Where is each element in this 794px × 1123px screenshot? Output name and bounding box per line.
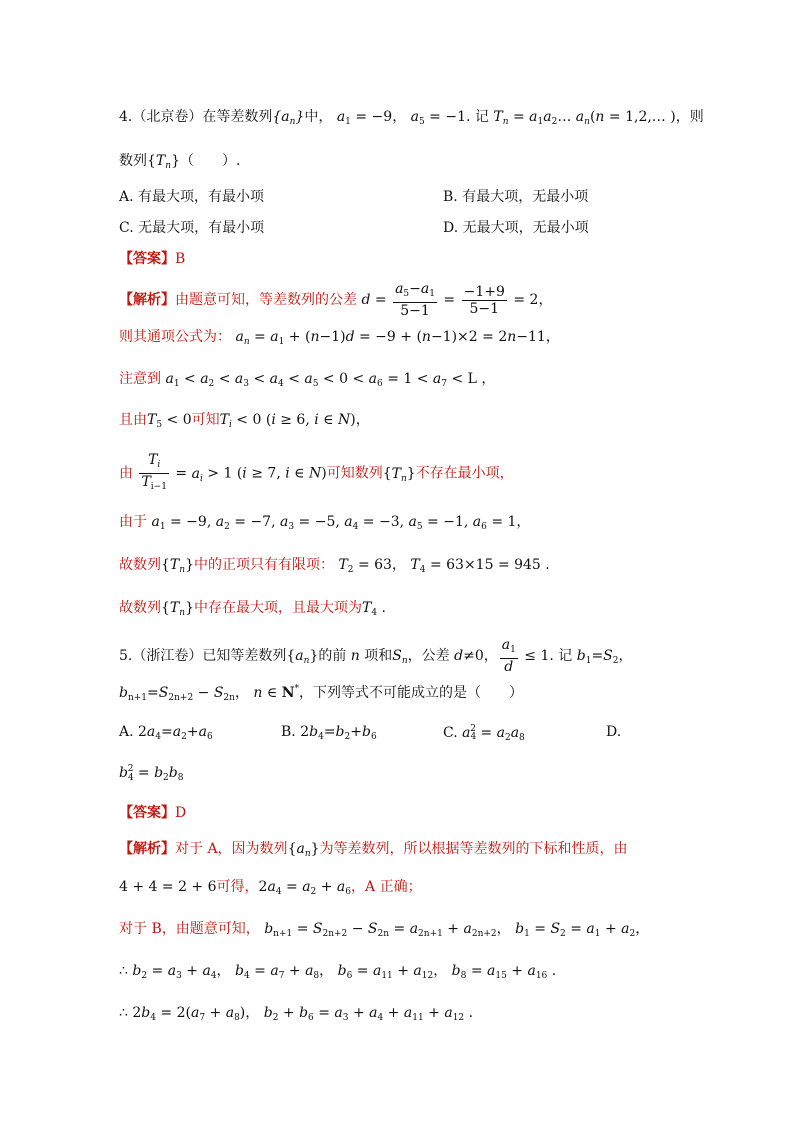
q5-stem-text2: 的前	[318, 648, 347, 664]
q5-analysis-4: ∴ $b_2 = a_3 + a_4$， $b_4 = a_7 + a_8$， $b_6 = a_{11} + a_{12}$， $b_8 = a_{15} + a_{16}$ .	[119, 963, 557, 981]
answer-value: D	[175, 805, 187, 821]
q4-analysis-2: 则其通项公式为： $a_n = a_1 + (n-1)d = -9 + (n-1)\times 2 = 2n-11$，	[119, 329, 560, 347]
analysis-text: 且由	[119, 412, 147, 428]
q4-stem-text5: ，则	[675, 109, 704, 125]
q5-option-c: C. $a_4^2 = a_2a_8$	[443, 724, 525, 743]
q4-stem-text4: . 记	[466, 109, 489, 125]
q4-option-d: D. 无最大项，无最小项	[443, 220, 589, 236]
q5-stem-text: 5.（浙江卷）已知等差数列	[119, 648, 287, 664]
q5-option-d	[606, 724, 621, 740]
q5-option-d-expr: $b_4^2 = b_2b_8$	[119, 764, 184, 783]
q4-stem-text7: （ ）.	[179, 153, 241, 169]
q4-analysis-6: 由于 $a_1 = -9$, $a_2 = -7$, $a_3 = -5$, $a_4 = -3$, $a_5 = -1$, $a_6 = 1$，	[119, 514, 531, 532]
q4-analysis-8: 故数列$\{T_n\}$中存在最大项，且最大项为$T_4$ .	[119, 600, 386, 618]
analysis-text: 注意到	[119, 371, 161, 387]
q4-option-a: A. 有最大项，有最小项	[119, 189, 265, 205]
q5-stem-text5: . 记	[549, 648, 573, 664]
analysis-tag: 【解析】	[119, 292, 175, 308]
q5-stem-text6: ，下列等式不可能成立的是（ ）	[298, 685, 523, 701]
q5-option-b: B. $2b_4=b_2+b_6$	[281, 724, 377, 742]
q5-option-d-label: D.	[606, 724, 622, 740]
q5-stem-line1: 5.（浙江卷）已知等差数列$\{a_n\}$的前 n 项和$S_n$，公差 d≠0， $\frac{a_1}{d}$ ≤ 1. 记 $b_1=S_2$，	[119, 637, 633, 675]
q5-stem-text4: ，公差	[407, 648, 450, 664]
q4-option-c: C. 无最大项，有最小项	[119, 220, 265, 236]
q5-analysis-3: 对于 B，由题意可知， $b_{n+1} = S_{2n+2} - S_{2n} = a_{2n+1} + a_{2n+2}$， $b_1 = S_2 = a_1 + a_2$，	[119, 921, 650, 939]
analysis-text: 由	[119, 465, 133, 482]
analysis-text: 由题意可知，等差数列的公差	[175, 292, 357, 308]
q4-stem-line1: 4.（北京卷）在等差数列$\{a_n\}$中， $a_1 = -9$， $a_5 = -1$. 记 $T_n$ = $a_1a_2\dots$ $a_n(n$ = 1,2,… )，则	[119, 109, 704, 127]
q5-stem-text3: 项和	[364, 648, 393, 664]
analysis-text: 中存在最大项，且最大项为	[193, 600, 362, 616]
q5-option-a-label: A.	[119, 724, 134, 740]
q4-stem-text6: 数列	[119, 153, 147, 169]
analysis-text: 由于	[119, 514, 147, 530]
q4-option-b: B. 有最大项，无最小项	[443, 189, 589, 205]
q5-analysis-1: 【解析】对于 A，因为数列$\{a_n\}$为等差数列，所以根据等差数列的下标和性质，由	[119, 841, 628, 859]
analysis-text: 可知	[191, 412, 220, 428]
q4-stem-text2: 中，	[304, 109, 333, 125]
q4-analysis-3: 注意到 $a_1 < a_2 < a_3 < a_4 < a_5 < 0 < a_6 = 1 < a_7 < L$ ，	[119, 371, 496, 389]
answer-tag: 【答案】	[119, 251, 175, 267]
analysis-text: 可知数列	[326, 465, 383, 482]
analysis-text: 故数列	[119, 600, 161, 616]
q4-stem-text3: ，	[392, 109, 407, 125]
answer-tag: 【答案】	[119, 805, 175, 821]
analysis-text: 对于 B，由题意可知，	[119, 921, 260, 937]
analysis-text: ，A 正确；	[351, 879, 422, 895]
analysis-text: 不存在最小项，	[415, 465, 514, 482]
q4-analysis-1: 【解析】由题意可知，等差数列的公差 d = $\frac{a_5-a_1}{5-1}$ = $\frac{-1+9}{5-1}$ = 2，	[119, 281, 553, 319]
analysis-text: 则其通项公式为：	[119, 329, 231, 345]
analysis-tag: 【解析】	[119, 841, 175, 857]
q5-option-b-label: B.	[281, 724, 296, 740]
q4-stem-text: 4.（北京卷）在等差数列	[119, 109, 273, 125]
q5-option-c-label: C.	[443, 725, 458, 741]
analysis-text: 为等差数列，所以根据等差数列的下标和性质，由	[319, 841, 628, 857]
q5-analysis-2: 4 + 4 = 2 + 6可得，$2a_4 = a_2 + a_6$，A 正确；	[119, 879, 422, 897]
answer-value: B	[175, 251, 186, 267]
analysis-text: 故数列	[119, 557, 161, 573]
q4-analysis-4: 且由$T_5 < 0$可知$T_i < 0$ (i ≥ 6, i ∈ N)，	[119, 412, 370, 430]
analysis-text: 可得，	[216, 879, 259, 895]
q4-stem-line2: 数列$\{T_n\}$（ ）.	[119, 153, 241, 171]
q5-stem-line2: $b_{n+1}=S_{2n+2} - S_{2n}$， n ∈ N*，下列等式不可能成立的是（ ）	[119, 684, 523, 703]
q5-analysis-5: ∴ $2b_4 = 2(a_7 + a_8)$， $b_2 + b_6 = a_3 + a_4 + a_{11} + a_{12}$ .	[119, 1005, 474, 1023]
analysis-text: 中的正项只有有限项：	[193, 557, 334, 573]
q5-option-a: A. $2a_4=a_2+a_6$	[119, 724, 213, 742]
q4-answer	[119, 248, 185, 268]
q4-analysis-5: 由 $\frac{T_i}{T_{i-1}}$ = $a_i > 1$ (i ≥ 7, i ∈ N)可知数列$\{T_n\}$不存在最小项，	[119, 452, 514, 492]
q4-analysis-7: 故数列$\{T_n\}$中的正项只有有限项： $T_2 = 63$， $T_4 = 63\times 15 = 945$ .	[119, 557, 550, 575]
analysis-text: 对于 A，因为数列	[175, 841, 288, 857]
q5-answer	[119, 802, 186, 822]
